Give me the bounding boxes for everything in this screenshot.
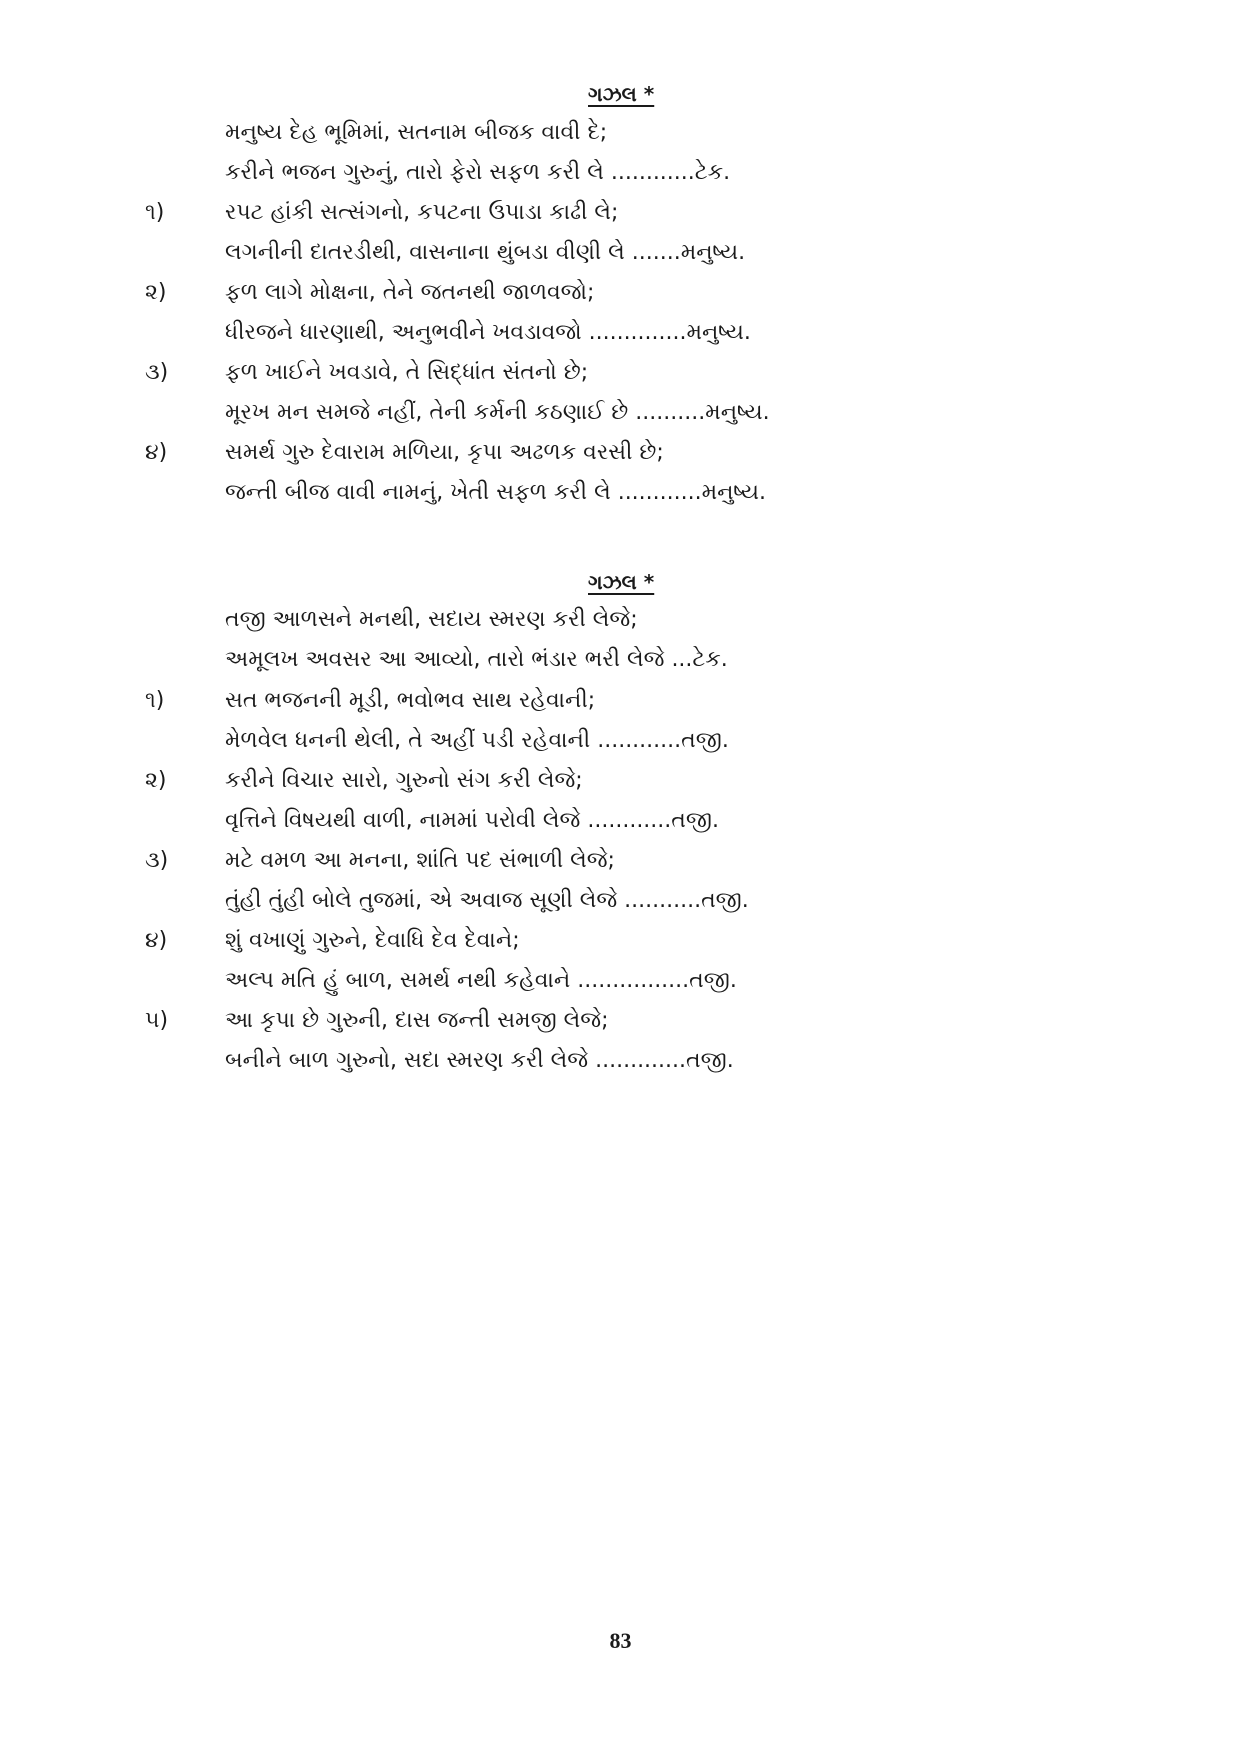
poem-2-stanza-1-number: ૧) [145,688,165,713]
poem-2-stanza-4-line-2: અલ્પ મતિ હું બાળ, સમર્થ નથી કહેવાને ................તજી. [225,968,737,993]
poem-2-stanza-2-number: ૨) [145,768,167,793]
poem-2-stanza-5-number: ૫) [145,1008,169,1033]
poem-2-stanza-4-line-1: શું વખાણું ગુરુને, દેવાધિ દેવ દેવાને; [225,928,520,953]
poem-1-stanza-2-number: ૨) [145,280,167,305]
poem-1-stanza-1-number: ૧) [145,200,165,225]
poem-1-stanza-1-line-2: લગનીની દાતરડીથી, વાસનાના થુંબડા વીણી લે .......મનુષ્ય. [225,240,746,265]
poem-2-stanza-2-line-1: કરીને વિચાર સારો, ગુરુનો સંગ કરી લેજે; [225,768,583,793]
poem-1-stanza-2-line-1: ફળ લાગે મોક્ષના, તેને જતનથી જાળવજો; [225,280,595,305]
poem-2-refrain-line-2: અમૂલખ અવસર આ આવ્યો, તારો ભંડાર ભરી લેજે ...ટેક. [225,647,728,672]
poem-1-refrain-line-2: કરીને ભજન ગુરુનું, તારો ફેરો સફળ કરી લે ............ટેક. [225,160,731,185]
poem-1-stanza-3-line-1: ફળ ખાઈને ખવડાવે, તે સિદ્ધાંત સંતનો છે; [225,360,589,385]
poem-2-title: ગઝલ * [588,570,655,594]
poem-2-stanza-5-line-2: બનીને બાળ ગુરુનો, સદા સ્મરણ કરી લેજે .............તજી. [225,1048,734,1073]
poem-2-stanza-3-line-1: મટે વમળ આ મનના, શાંતિ પદ સંભાળી લેજે; [225,848,615,873]
poem-1-stanza-2-line-2: ધીરજને ધારણાથી, અનુભવીને ખવડાવજો ..............મનુષ્ય. [225,320,751,345]
poem-1-stanza-4-number: ૪) [145,440,168,465]
poem-1-stanza-3-line-2: મૂરખ મન સમજે નહીં, તેની કર્મની કઠણાઈ છે ..........મનુષ્ય. [225,400,770,425]
poem-2-stanza-2-line-2: વૃત્તિને વિષયથી વાળી, નામમાં પરોવી લેજે ............તજી. [225,808,719,833]
poem-1-stanza-4-line-1: સમર્થ ગુરુ દેવારામ મળિયા, કૃપા અઢળક વરસી છે; [225,440,664,465]
poem-2-stanza-1-line-1: સત ભજનની મૂડી, ભવોભવ સાથ રહેવાની; [225,688,596,713]
poem-2-stanza-4-number: ૪) [145,928,168,953]
poem-2-stanza-1-line-2: મેળવેલ ધનની થેલી, તે અહીં પડી રહેવાની ............તજી. [225,728,729,753]
poem-2-refrain-line-1: તજી આળસને મનથી, સદાય સ્મરણ કરી લેજે; [225,607,638,632]
poem-2-stanza-5-line-1: આ કૃપા છે ગુરુની, દાસ જન્તી સમજી લેજે; [225,1008,609,1033]
poem-1-title: ગઝલ * [588,82,655,106]
poem-1-stanza-3-number: ૩) [145,360,169,385]
poem-2-stanza-3-line-2: તુંહી તુંહી બોલે તુજમાં, એ અવાજ સૂણી લેજે ...........તજી. [225,888,749,913]
page-number: 83 [609,1628,632,1653]
poem-2-stanza-3-number: ૩) [145,848,169,873]
poem-1-stanza-4-line-2: જન્તી બીજ વાવી નામનું, ખેતી સફળ કરી લે ............મનુષ્ય. [225,480,767,505]
poem-1-stanza-1-line-1: રપટ હાંકી સત્સંગનો, કપટના ઉપાડા કાઢી લે; [225,200,619,225]
poem-1-refrain-line-1: મનુષ્ય દેહ ભૂમિમાં, સતનામ બીજક વાવી દે; [225,120,608,145]
